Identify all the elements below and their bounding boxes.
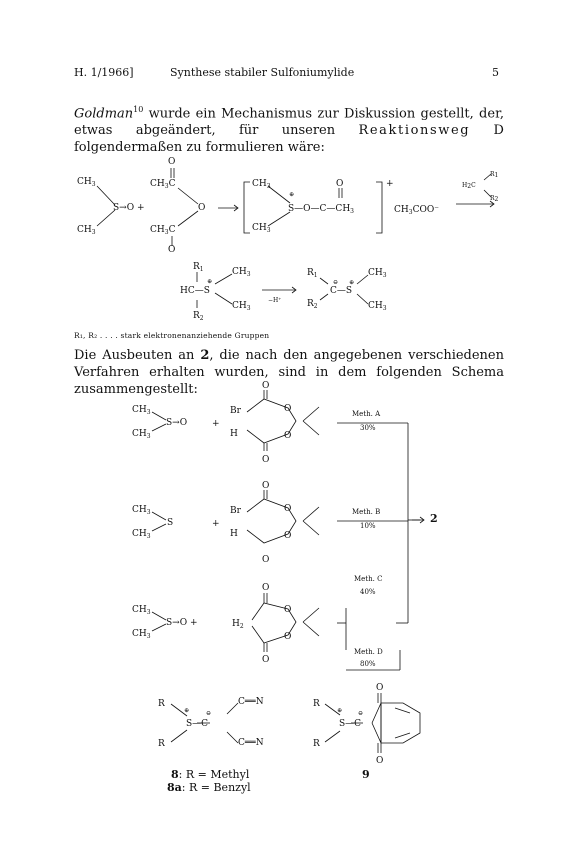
svg-text:S→O +: S→O +: [166, 618, 198, 628]
svg-text:R1: R1: [490, 171, 499, 179]
svg-text:H2C: H2C: [462, 182, 476, 190]
svg-text:O: O: [336, 179, 344, 189]
svg-text:⊖: ⊖: [206, 710, 212, 717]
svg-text:R2: R2: [490, 195, 499, 203]
caption-8: [171, 768, 249, 781]
footnote-r-groups: R₁, R₂ . . . . stark elektronenanziehende Gruppen: [74, 331, 270, 340]
svg-text:O: O: [376, 756, 384, 766]
svg-text:⊕: ⊕: [337, 707, 343, 714]
paragraph-2-text-a: Die Ausbeuten an: [74, 348, 201, 363]
svg-text:CH3C: $CH_3C$: [150, 225, 176, 236]
svg-text:O: O: [284, 404, 292, 414]
svg-text:Br: Br: [230, 406, 241, 416]
svg-text:R1: $R_1$: [193, 262, 204, 273]
svg-text:+: +: [212, 419, 220, 429]
svg-text:R2: $R_2$: [307, 299, 318, 310]
svg-text:CH3: $CH_3$: [132, 429, 151, 440]
svg-text:S—O—C—CH3: $S—O—C—CH_3$: [288, 204, 354, 215]
svg-text:O: O: [262, 381, 270, 391]
svg-text:S→O +: S→O +: [113, 203, 145, 213]
svg-text:R: R: [158, 699, 165, 709]
svg-text:S—C: S—C: [186, 719, 209, 729]
svg-text:O: O: [262, 481, 270, 491]
method-a-yield: 30%: [360, 424, 376, 432]
svg-text:CH3: $CH_3$: [232, 301, 251, 312]
svg-text:S→O: S→O: [166, 418, 188, 428]
svg-text:O: O: [262, 655, 270, 665]
svg-text:O: O: [284, 605, 292, 615]
compound-8-number: 8: [171, 768, 179, 781]
svg-text:R2: $R_2$: [193, 311, 204, 322]
svg-text:C—S: C—S: [330, 286, 353, 296]
method-b-label: Meth. B: [352, 508, 381, 516]
svg-text:⊕: ⊕: [349, 279, 355, 286]
svg-text:CH3: $CH_3$: [232, 267, 251, 278]
paragraph-2-text-b: , die nach den angegebenen verschiedenen Verfahren erhalten wurden, sind in dem folgenden Schema zusammengestellt:: [74, 348, 504, 397]
page-number: 5: [492, 66, 499, 79]
header-title: Synthese stabiler Sulfoniumylide: [170, 66, 355, 79]
svg-text:S: S: [167, 518, 174, 528]
svg-text:CH3: $CH_3$: [368, 268, 387, 279]
svg-text:CH3: $CH_3$: [368, 301, 387, 312]
svg-text:Br: Br: [230, 506, 241, 516]
svg-text:CH3: $CH_3$: [132, 505, 151, 516]
svg-text:CH3COO⁻: $CH_3COO^-$: [394, 205, 439, 216]
svg-text:O: O: [376, 683, 384, 693]
svg-text:⊕: ⊕: [207, 278, 213, 285]
svg-text:HC—S: HC—S: [180, 286, 210, 296]
svg-text:−H⁺: −H⁺: [268, 297, 282, 304]
paragraph-1-text-a: wurde ein Mechanismus zur Diskussion gestellt, der, etwas abgeändert, für unseren: [74, 106, 504, 139]
svg-text:O: O: [262, 455, 270, 465]
svg-text:H: H: [230, 429, 238, 439]
svg-text:O: O: [284, 632, 292, 642]
svg-text:O: O: [168, 157, 176, 167]
method-a-label: Meth. A: [352, 410, 381, 418]
svg-text:O: O: [262, 583, 270, 593]
method-d-label: Meth. D: [354, 648, 383, 656]
svg-text:O: O: [198, 203, 206, 213]
svg-text:R1: $R_1$: [307, 268, 318, 279]
svg-text:CH3: $CH_3$: [132, 605, 151, 616]
method-d-yield: 80%: [360, 660, 376, 668]
svg-text:⊕: ⊕: [184, 707, 190, 714]
svg-text:CH3: $CH_3$: [132, 529, 151, 540]
compound-8a-number: 8a: [167, 781, 182, 794]
spaced-term: Reaktionsweg: [358, 123, 471, 139]
svg-text:⊕: ⊕: [289, 191, 295, 198]
svg-text:C══N: C══N: [238, 697, 264, 707]
svg-text:H: H: [230, 529, 238, 539]
svg-text:S—C: S—C: [339, 719, 362, 729]
svg-text:O: O: [284, 431, 292, 441]
svg-text:C══N: C══N: [238, 738, 264, 748]
caption-8a: [167, 781, 251, 794]
compound-ref: 2: [200, 348, 210, 363]
svg-text:O: O: [168, 245, 176, 255]
svg-text:⊖: ⊖: [358, 710, 364, 717]
svg-text:O: O: [284, 504, 292, 514]
svg-text:R: R: [158, 739, 165, 749]
author-name: Goldman: [74, 106, 134, 122]
svg-text:CH3: $CH_3$: [77, 225, 96, 236]
compound-8-desc: : R = Methyl: [178, 768, 250, 781]
svg-text:O: O: [284, 531, 292, 541]
compound-8a-desc: : R = Benzyl: [181, 781, 251, 794]
svg-text:CH3C: $CH_3C$: [150, 179, 176, 190]
svg-text:O: O: [262, 555, 270, 565]
svg-text:R: R: [313, 699, 320, 709]
caption-9: 9: [362, 768, 370, 781]
svg-text:R: R: [313, 739, 320, 749]
svg-text:+: +: [212, 519, 220, 529]
paragraph-1-text-b: D folgendermaßen zu formulieren wäre:: [74, 123, 504, 156]
svg-text:CH3: $CH_3$: [132, 629, 151, 640]
svg-text:+: +: [386, 179, 394, 189]
svg-text:CH3: $CH_3$: [252, 223, 271, 234]
svg-text:CH3: $CH_3$: [132, 405, 151, 416]
svg-text:CH3: $CH_3$: [77, 177, 96, 188]
product-label: 2: [430, 512, 438, 525]
header-left: H. 1/1966]: [74, 66, 134, 79]
svg-text:H2: $H_2$: [232, 619, 244, 630]
method-c-yield: 40%: [360, 588, 376, 596]
svg-text:CH3: $CH_3$: [252, 179, 271, 190]
method-b-yield: 10%: [360, 522, 376, 530]
method-c-label: Meth. C: [354, 575, 383, 583]
svg-text:⊖: ⊖: [333, 279, 339, 286]
reference-number: 10: [133, 105, 144, 114]
